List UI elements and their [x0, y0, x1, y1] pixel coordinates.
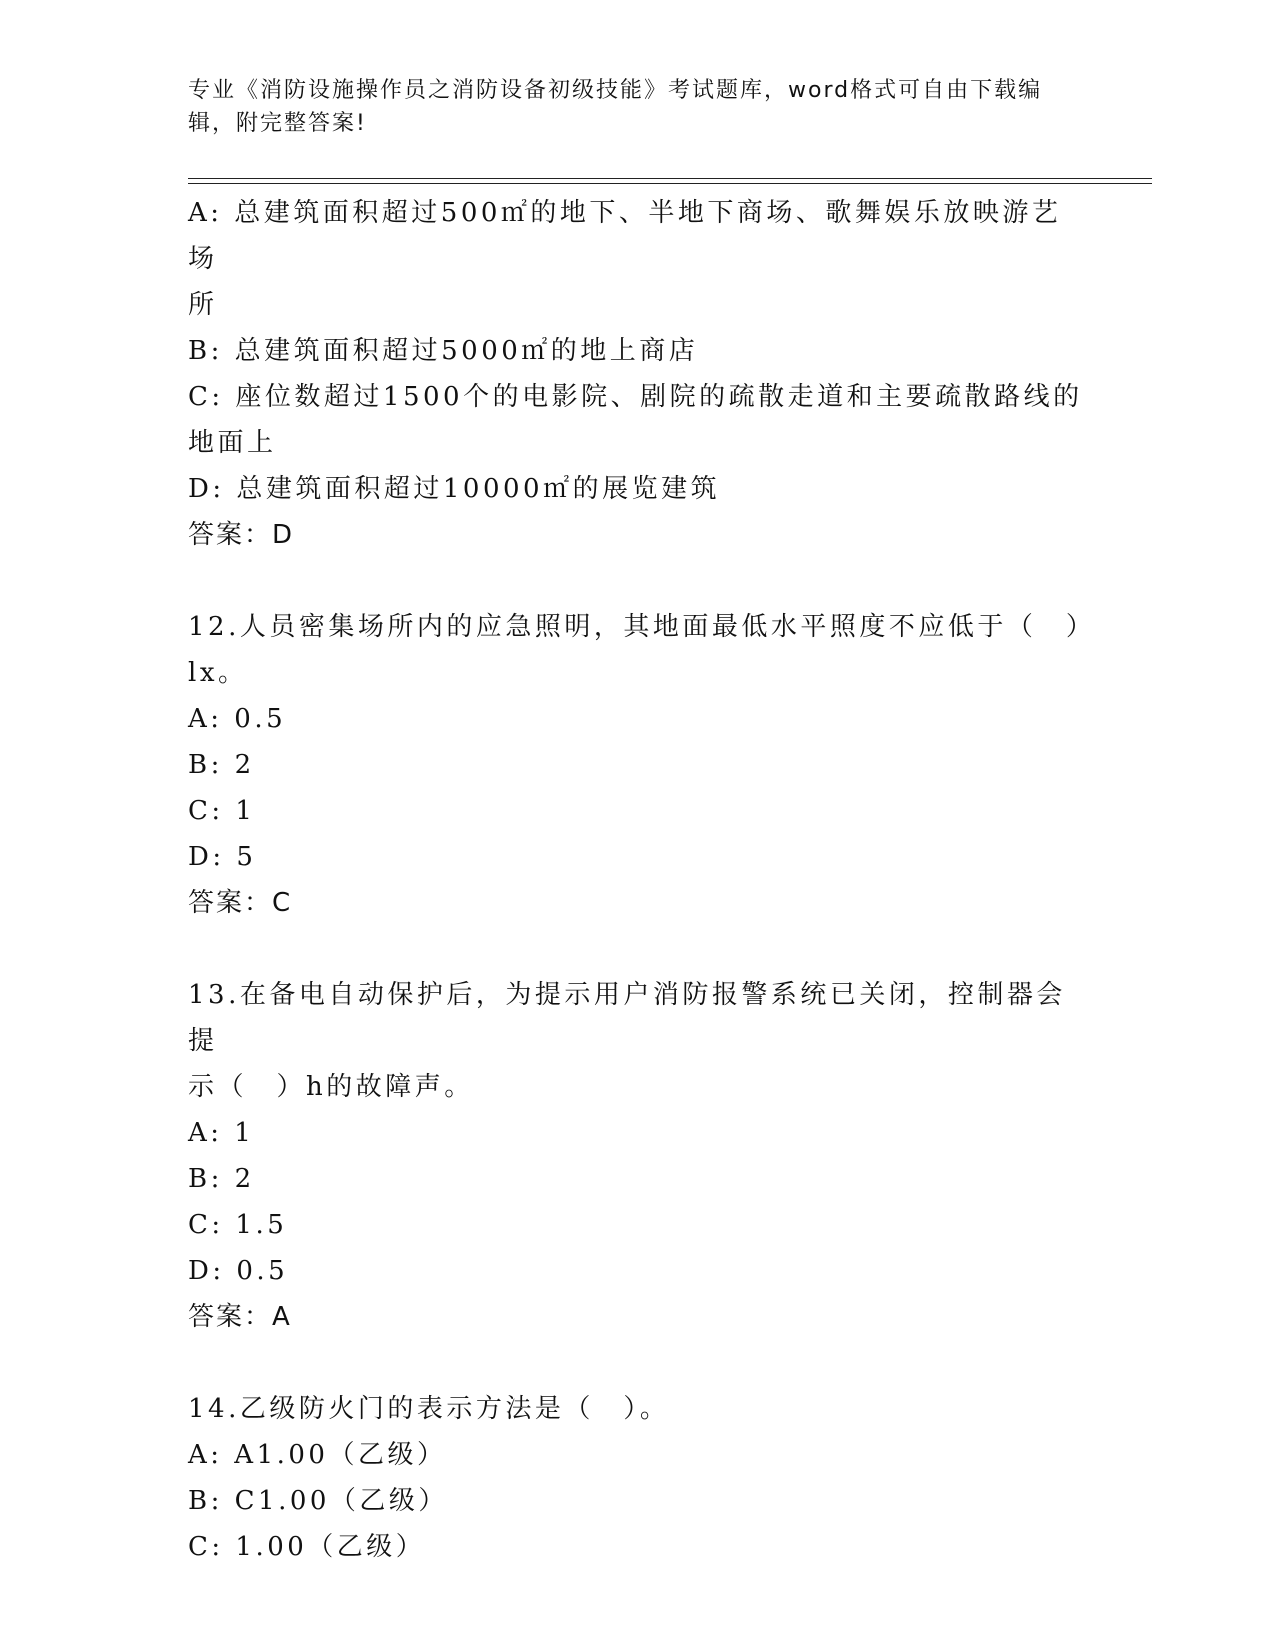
q13-answer: 答案：A [188, 1302, 292, 1332]
document-header [188, 74, 1068, 140]
q12-option-d: D: 5 [188, 842, 257, 872]
question-spacer [188, 926, 1088, 972]
question-12 [188, 604, 1096, 926]
q14-option-b: B: C1.00（乙级） [188, 1486, 448, 1516]
q14-stem: 14.乙级防火门的表示方法是（ ）。 [188, 1394, 670, 1424]
q14-option-c: C: 1.00（乙级） [188, 1532, 426, 1562]
q14-option-a: A: A1.00（乙级） [188, 1440, 447, 1470]
q12-answer: 答案：C [188, 888, 293, 918]
question-13 [188, 972, 1088, 1340]
q13-stem-line-2: 示（ ）h的故障声。 [188, 1072, 474, 1102]
question-11-tail [188, 190, 1088, 558]
q11-answer: 答案：D [188, 520, 295, 550]
question-spacer [188, 1340, 1088, 1386]
q13-stem-line-1: 13.在备电自动保护后，为提示用户消防报警系统已关闭，控制器会提 [188, 980, 1066, 1056]
q13-option-b: B: 2 [188, 1164, 255, 1194]
q12-option-c: C: 1 [188, 796, 256, 826]
q13-option-a: A: 1 [188, 1118, 255, 1148]
question-spacer [188, 558, 1088, 604]
q11-option-c-line-2: 地面上 [188, 428, 277, 458]
q11-option-a-line-2: 所 [188, 290, 218, 320]
q12-option-a: A: 0.5 [188, 704, 287, 734]
q12-option-b: B: 2 [188, 750, 255, 780]
header-divider-top [188, 178, 1152, 179]
question-14 [188, 1386, 1088, 1570]
q11-option-c-line-1: C: 座位数超过1500个的电影院、剧院的疏散走道和主要疏散路线的 [188, 382, 1083, 412]
header-divider-bottom [188, 183, 1152, 184]
q11-option-a-line-1: A: 总建筑面积超过500㎡的地下、半地下商场、歌舞娱乐放映游艺场 [188, 198, 1062, 274]
q11-option-d: D: 总建筑面积超过10000㎡的展览建筑 [188, 474, 721, 504]
header-line-2: 辑，附完整答案! [188, 111, 367, 136]
q12-stem-line-2: lx。 [188, 658, 248, 688]
q13-option-c: C: 1.5 [188, 1210, 288, 1240]
question-content [188, 190, 1096, 1570]
header-line-1: 专业《消防设施操作员之消防设备初级技能》考试题库，word格式可自由下载编 [188, 78, 1043, 103]
q11-option-b: B: 总建筑面积超过5000㎡的地上商店 [188, 336, 699, 366]
q13-option-d: D: 0.5 [188, 1256, 289, 1286]
q12-stem-line-1: 12.人员密集场所内的应急照明，其地面最低水平照度不应低于（ ） [188, 612, 1096, 642]
